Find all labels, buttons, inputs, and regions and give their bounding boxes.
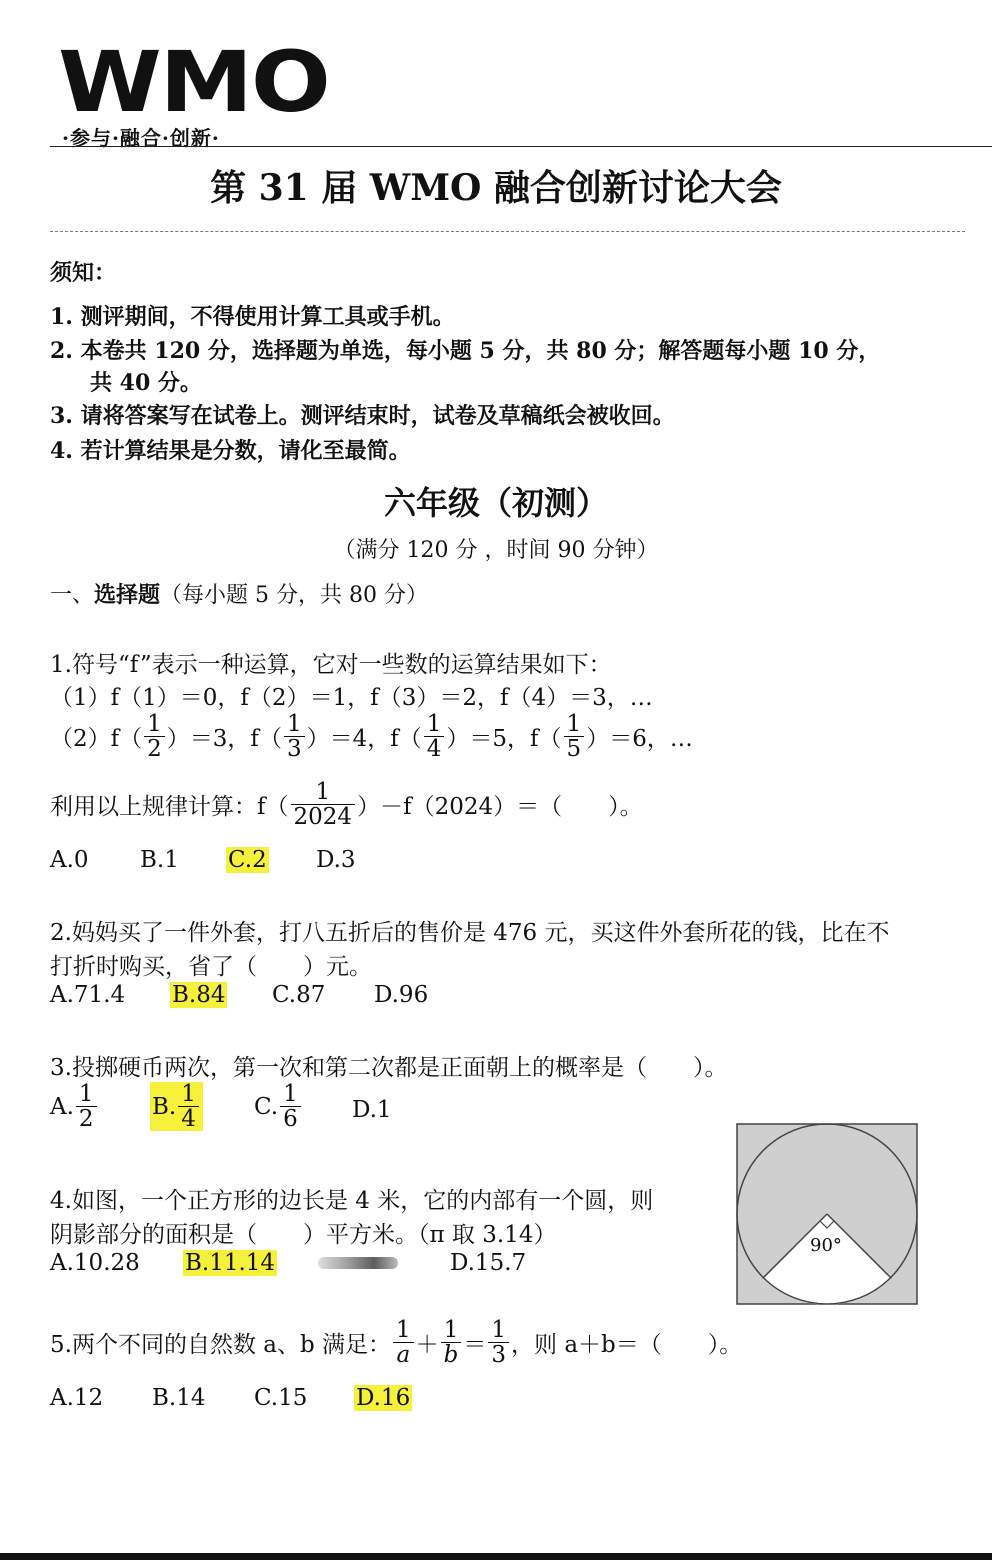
q4-figure xyxy=(736,1123,918,1307)
numerator: 1 xyxy=(147,711,162,737)
angle-label: 90° xyxy=(810,1235,842,1256)
q3-option-d: D.1 xyxy=(352,1097,392,1123)
logo-slogan: ·参与·融合·创新· xyxy=(62,126,220,150)
q5-option-b: B.14 xyxy=(152,1385,206,1411)
fraction-1-4 xyxy=(178,1082,199,1131)
denominator: 2 xyxy=(144,736,165,761)
q4-stem-2: 阴影部分的面积是（ ）平方米。（π 取 3.14） xyxy=(50,1222,557,1248)
q1-calc xyxy=(50,780,643,829)
fraction-1-2 xyxy=(144,712,165,761)
q5-option-c: C.15 xyxy=(254,1385,308,1411)
fraction-1-2024 xyxy=(291,780,356,829)
q3-option-c-label: C. xyxy=(254,1093,279,1120)
q2-option-c: C.87 xyxy=(272,982,326,1008)
q4-option-b-highlighted: B.11.14 xyxy=(185,1250,276,1276)
q4-option-d: D.15.7 xyxy=(450,1250,527,1276)
denominator: 4 xyxy=(178,1106,199,1131)
notice-item-1: 1. 测评期间，不得使用计算工具或手机。 xyxy=(50,304,455,330)
q1-seg-5: ）＝6，… xyxy=(586,726,693,753)
section-prefix: 一、 xyxy=(50,583,95,608)
q1-option-a: A.0 xyxy=(50,847,89,873)
denominator: 6 xyxy=(280,1106,301,1131)
notice-item-2: 2. 本卷共 120 分，选择题为单选，每小题 5 分，共 80 分；解答题每小题 10 分， xyxy=(50,338,881,364)
denominator: a xyxy=(393,1342,414,1367)
numerator: 1 xyxy=(426,711,442,737)
q5-option-d-highlighted: D.16 xyxy=(356,1385,411,1411)
notice-heading: 须知： xyxy=(50,260,117,286)
q1-option-c-highlighted: C.2 xyxy=(228,847,267,873)
q1-seg-2: ）＝3，f（ xyxy=(166,726,282,753)
q2-option-b-highlighted: B.84 xyxy=(172,982,226,1008)
numerator: 1 xyxy=(181,1081,196,1107)
fraction-1-5 xyxy=(564,712,585,761)
q3-option-b-label: B. xyxy=(152,1093,177,1120)
q3-stem: 3.投掷硬币两次，第一次和第二次都是正面朝上的概率是（ ）。 xyxy=(50,1055,728,1081)
plus-sign: ＋ xyxy=(415,1332,439,1359)
denominator: 5 xyxy=(564,736,585,761)
q2-stem-2: 打折时购买，省了（ ）元。 xyxy=(50,954,372,980)
denominator: 2024 xyxy=(291,804,356,829)
q1-calc-suffix: ）－f（2024）＝（ ）。 xyxy=(357,794,643,821)
section-name: 选择题 xyxy=(94,582,161,608)
q3-option-a-label: A. xyxy=(50,1093,74,1120)
q2-option-a: A.71.4 xyxy=(50,982,126,1008)
q1-calc-prefix: 利用以上规律计算：f（ xyxy=(50,794,289,821)
q1-option-b: B.1 xyxy=(140,847,179,873)
denominator: 4 xyxy=(424,736,445,761)
q4-stem-1: 4.如图，一个正方形的边长是 4 米，它的内部有一个圆，则 xyxy=(50,1188,654,1214)
q2-stem-1: 2.妈妈买了一件外套，打八五折后的售价是 476 元，买这件外套所花的钱，比在不 xyxy=(50,920,890,946)
wmo-logo: WMO xyxy=(58,33,329,131)
q1-line2-prefix: （2）f（ xyxy=(50,726,143,753)
notice-item-4: 4. 若计算结果是分数，请化至最简。 xyxy=(50,438,411,464)
bottom-bar xyxy=(0,1553,992,1560)
fraction-1-3 xyxy=(284,712,305,761)
numerator: 1 xyxy=(78,1081,94,1107)
header-rule xyxy=(50,146,992,147)
q3-option-b-highlighted xyxy=(150,1082,203,1131)
numerator: 1 xyxy=(396,1317,411,1343)
denominator: 3 xyxy=(284,736,305,761)
notice-item-3: 3. 请将答案写在试卷上。测评结束时，试卷及草稿纸会被收回。 xyxy=(50,403,675,429)
fraction-1-a xyxy=(393,1318,414,1367)
q1-line1: （1）f（1）＝0，f（2）＝1，f（3）＝2，f（4）＝3，… xyxy=(50,685,653,711)
q5-prefix: 5.两个不同的自然数 a、b 满足： xyxy=(50,1332,392,1359)
q3-option-a xyxy=(50,1082,99,1131)
q5-option-a: A.12 xyxy=(50,1385,104,1411)
q1-seg-4: ）＝5，f（ xyxy=(446,726,562,753)
fraction-1-3 xyxy=(488,1318,509,1367)
numerator: 1 xyxy=(315,779,331,805)
grade-title: 六年级（初测） xyxy=(383,484,608,522)
fraction-1-b xyxy=(441,1318,462,1367)
q5-stem xyxy=(50,1318,742,1367)
numerator: 1 xyxy=(566,711,582,737)
q1-stem: 1.符号“f”表示一种运算，它对一些数的运算结果如下： xyxy=(50,652,612,678)
denominator: 2 xyxy=(76,1106,97,1131)
notice-item-2-cont: 共 40 分。 xyxy=(90,370,202,396)
section-heading xyxy=(50,578,428,609)
dashed-divider xyxy=(50,231,965,232)
numerator: 1 xyxy=(286,711,302,737)
q2-option-d: D.96 xyxy=(374,982,429,1008)
numerator: 1 xyxy=(491,1317,507,1343)
q1-seg-3: ）＝4，f（ xyxy=(306,726,422,753)
q5-suffix: ，则 a＋b＝（ ）。 xyxy=(511,1332,743,1359)
fraction-1-6 xyxy=(280,1082,301,1131)
denominator: 3 xyxy=(488,1342,509,1367)
q1-line2 xyxy=(50,712,693,761)
fraction-1-4 xyxy=(424,712,445,761)
numerator: 1 xyxy=(443,1317,459,1343)
equals-sign: ＝ xyxy=(463,1332,487,1359)
fraction-1-2 xyxy=(76,1082,97,1131)
denominator: b xyxy=(441,1342,462,1367)
q3-option-c xyxy=(254,1082,303,1131)
numerator: 1 xyxy=(283,1081,298,1107)
section-note: （每小题 5 分，共 80 分） xyxy=(160,583,428,608)
q1-option-d: D.3 xyxy=(316,847,356,873)
q4-option-a: A.10.28 xyxy=(50,1250,140,1276)
page-title: 第 31 届 WMO 融合创新讨论大会 xyxy=(210,167,782,209)
exam-info: （满分 120 分 ，时间 90 分钟） xyxy=(333,538,659,563)
q4-option-c-redacted xyxy=(318,1257,398,1269)
